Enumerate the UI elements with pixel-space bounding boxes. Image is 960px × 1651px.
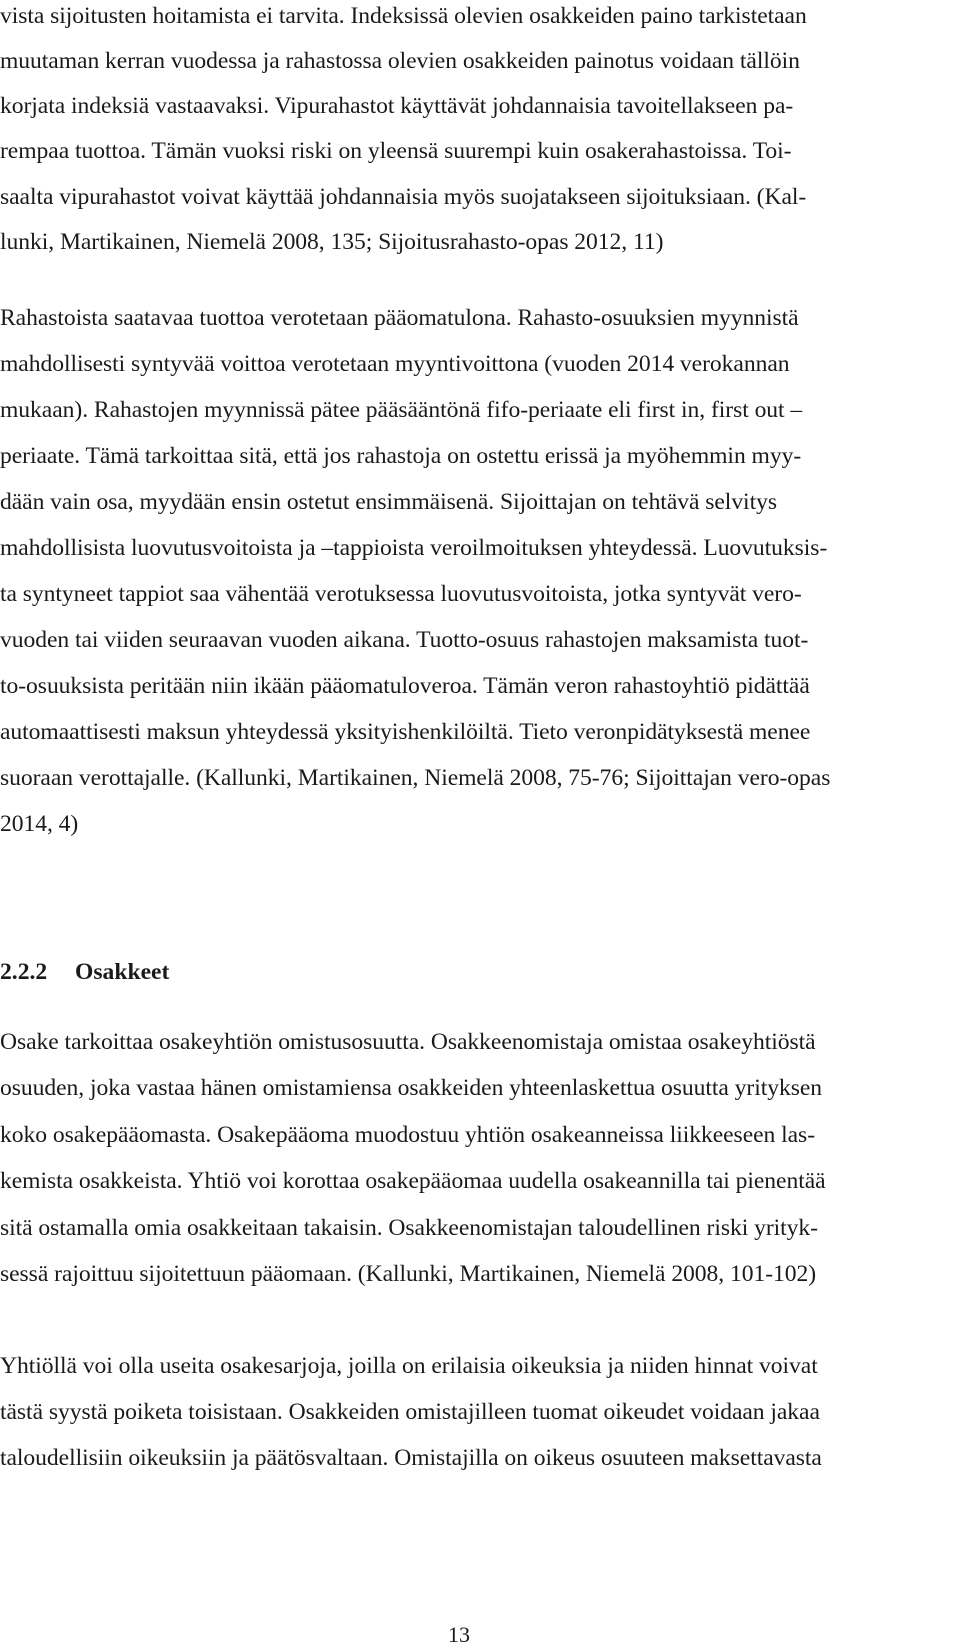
text-line: mahdollisesti syntyvää voittoa verotetaan myyntivoittona (vuoden 2014 verokannan	[0, 351, 790, 377]
text-line: tästä syystä poiketa toisistaan. Osakkeiden omistajilleen tuomat oikeudet voidaan jakaa	[0, 1399, 820, 1425]
section-title: Osakkeet	[75, 959, 170, 985]
text-line: rempaa tuottoa. Tämän vuoksi riski on yleensä suurempi kuin osakerahastoissa. Toi-	[0, 138, 792, 164]
text-line: periaate. Tämä tarkoittaa sitä, että jos rahastoja on ostettu erissä ja myöhemmin myy-	[0, 443, 802, 469]
text-line: korjata indeksiä vastaavaksi. Vipurahastot käyttävät johdannaisia tavoitellakseen pa-	[0, 93, 794, 119]
text-line: mahdollisista luovutusvoitoista ja –tappioista veroilmoituksen yhteydessä. Luovutuksis-	[0, 535, 828, 561]
text-line: ta syntyneet tappiot saa vähentää verotuksessa luovutusvoitoista, jotka syntyvät vero-	[0, 581, 802, 607]
text-line: kemista osakkeista. Yhtiö voi korottaa osakepääomaa uudella osakeannilla tai pienentää	[0, 1168, 826, 1194]
text-line: osuuden, joka vastaa hänen omistamiensa osakkeiden yhteenlaskettua osuutta yrityksen	[0, 1075, 823, 1101]
text-line: Yhtiöllä voi olla useita osakesarjoja, joilla on erilaisia oikeuksia ja niiden hinnat voivat	[0, 1353, 818, 1379]
text-line: to-osuuksista peritään niin ikään pääomatuloveroa. Tämän veron rahastoyhtiö pidättää	[0, 673, 810, 699]
text-line: 2014, 4)	[0, 811, 79, 837]
text-line: sitä ostamalla omia osakkeitaan takaisin. Osakkeenomistajan taloudellinen riski yrityk-	[0, 1215, 818, 1241]
section-heading	[0, 956, 169, 988]
page-number: 13	[448, 1622, 470, 1647]
text-line: Rahastoista saatavaa tuottoa verotetaan pääomatulona. Rahasto-osuuksien myynnistä	[0, 305, 799, 331]
text-line: lunki, Martikainen, Niemelä 2008, 135; Sijoitusrahasto-opas 2012, 11)	[0, 229, 664, 255]
text-line: koko osakepääomasta. Osakepääoma muodostuu yhtiön osakeanneissa liikkeeseen las-	[0, 1122, 815, 1148]
text-line: muutaman kerran vuodessa ja rahastossa olevien osakkeiden painotus voidaan tällöin	[0, 48, 800, 74]
text-line: mukaan). Rahastojen myynnissä pätee pääsääntönä fifo-periaate eli first in, first out –	[0, 397, 803, 423]
text-line: vuoden tai viiden seuraavan vuoden aikana. Tuotto-osuus rahastojen maksamista tuot-	[0, 627, 809, 653]
section-number: 2.2.2	[0, 959, 48, 985]
text-line: automaattisesti maksun yhteydessä yksityishenkilöiltä. Tieto veronpidätyksestä menee	[0, 719, 811, 745]
text-line: suoraan verottajalle. (Kallunki, Martikainen, Niemelä 2008, 75-76; Sijoittajan vero-opas	[0, 765, 831, 791]
text-line: vista sijoitusten hoitamista ei tarvita. Indeksissä olevien osakkeiden paino tarkistetaan	[0, 3, 807, 29]
text-line: dään vain osa, myydään ensin ostetut ensimmäisenä. Sijoittajan on tehtävä selvitys	[0, 489, 777, 515]
text-line: saalta vipurahastot voivat käyttää johdannaisia myös suojatakseen sijoituksiaan. (Kal-	[0, 184, 807, 210]
text-line: sessä rajoittuu sijoitettuun pääomaan. (Kallunki, Martikainen, Niemelä 2008, 101-102)	[0, 1261, 817, 1287]
text-line: taloudellisiin oikeuksiin ja päätösvaltaan. Omistajilla on oikeus osuuteen maksettavasta	[0, 1445, 822, 1471]
text-line: Osake tarkoittaa osakeyhtiön omistusosuutta. Osakkeenomistaja omistaa osakeyhtiöstä	[0, 1029, 816, 1055]
